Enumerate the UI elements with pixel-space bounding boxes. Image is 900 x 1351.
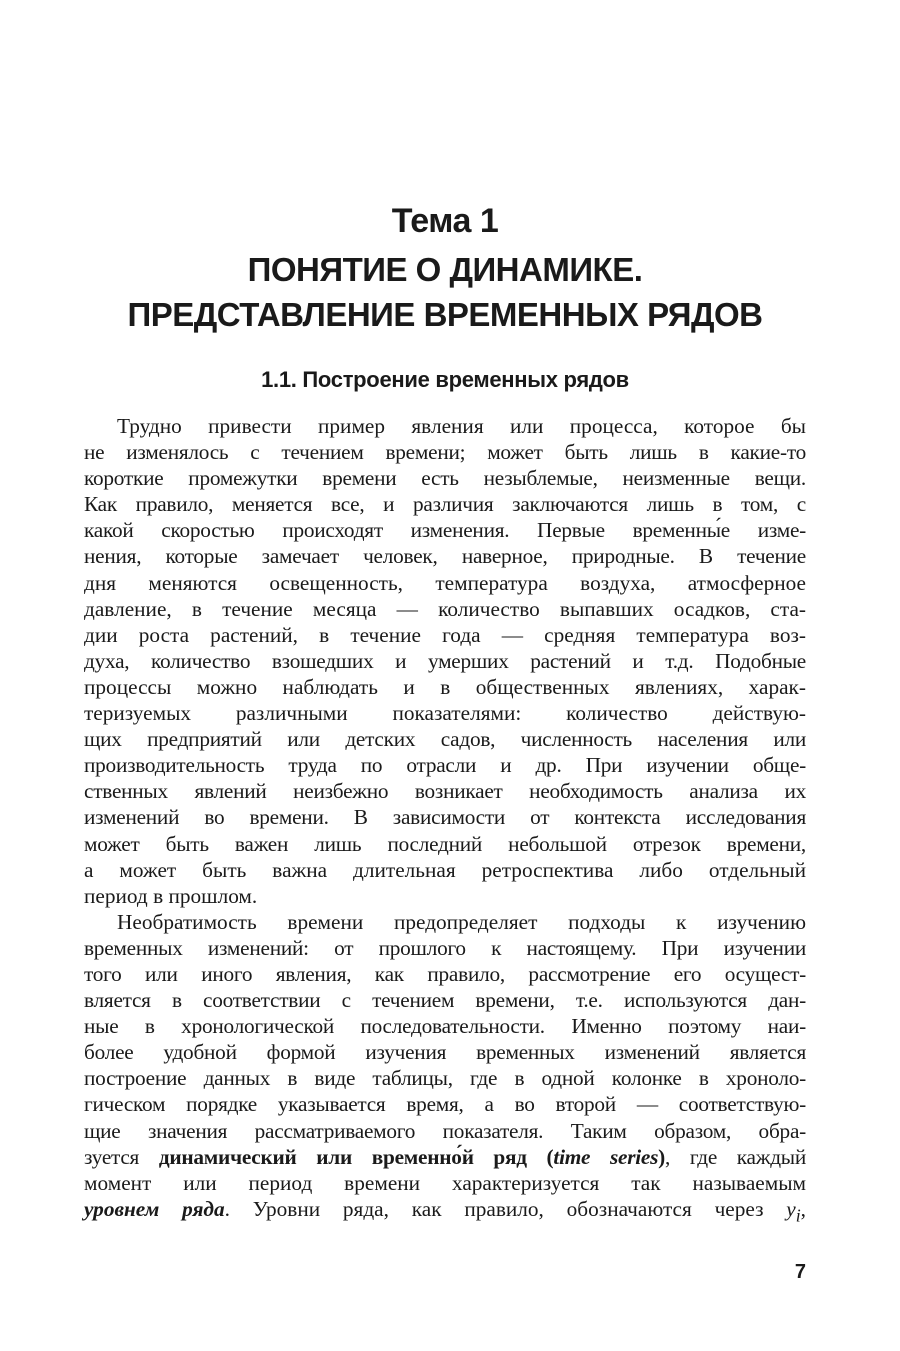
text-line-term [84,1196,806,1226]
text-fragment: . Уровни ряда, как правило, обозначаются через [224,1196,787,1221]
chapter-label: Тема 1 [391,202,499,240]
text-line: дня меняются освещенность, температура воздуха, атмосферное [84,570,806,595]
text-line: того или иного явления, как правило, рассмотрение его осущест- [84,961,806,986]
text-line: щих предприятий или детских садов, численность населения или [84,727,806,752]
text-fragment: , где каждый [665,1144,806,1169]
chapter-title [84,247,806,337]
paragraph-1 [84,413,806,909]
text-line: какой скоростью происходят изменения. Первые временны́е изме- [84,518,806,543]
text-fragment: зуется [84,1144,159,1169]
text-line: давление, в течение месяца — количество выпавших осадков, ста- [84,596,806,621]
text-line: вляется в соответствии с течением времени, т.е. используются дан- [84,988,806,1013]
text-line: временных изменений: от прошлого к настоящему. При изучении [84,935,806,960]
body-text [84,413,806,1226]
text-line: духа, количество взошедших и умерших растений и т.д. Подобные [84,648,806,673]
page-number: 7 [794,1261,806,1283]
chapter-title-line: ПОНЯТИЕ О ДИНАМИКЕ. [247,251,643,288]
variable-y [786,1196,801,1226]
text-line: теризуемых различными показателями: количество действую- [84,701,806,726]
book-page [84,0,806,1351]
text-line-term [84,1144,806,1170]
text-fragment: , [800,1196,806,1221]
text-line: а может быть важна длительная ретроспектива либо отдельный [84,857,806,882]
text-line: построение данных в виде таблицы, где в одной колонке в хроноло- [84,1066,806,1091]
text-line: изменений во времени. В зависимости от контекста исследования [84,805,806,830]
text-line: короткие промежутки времени есть незыблемые, неизменные вещи. [84,466,806,491]
chapter-title-line: ПРЕДСТАВЛЕНИЕ ВРЕМЕННЫХ РЯДОВ [127,296,763,333]
text-line: не изменялось с течением времени; может быть лишь в какие-то [84,440,806,465]
text-line: Необратимость времени предопределяет подходы к изучению [117,909,806,934]
text-line: может быть важен лишь последний небольшой отрезок времени, [84,831,806,856]
text-line: дии роста растений, в течение года — средняя температура воз- [84,622,806,647]
paren-close: ) [658,1144,666,1169]
variable-y-letter: y [786,1196,796,1221]
text-line: более удобной формой изучения временных изменений является [84,1040,806,1065]
text-line: производительность труда по отрасли и др. При изучении обще- [84,753,806,778]
text-line: ственных явлений неизбежно возникает необходимость анализа их [84,779,806,804]
paragraph-2 [84,909,806,1226]
term-series-level: уровнем ряда [84,1196,225,1221]
text-line: момент или период времени характеризуется так называемым [84,1170,806,1195]
text-line: щие значения рассматриваемого показателя. Таким образом, обра- [84,1118,806,1143]
text-line: Трудно привести пример явления или процесса, которое бы [117,414,806,438]
paren-open: ( [526,1144,554,1169]
text-line: процессы можно наблюдать и в общественных явлениях, харак- [84,674,806,699]
section-title: 1.1. Построение временных рядов [261,367,629,392]
text-line: период в прошлом. [84,883,258,908]
text-line: ные в хронологической последовательности. Именно поэтому наи- [84,1014,806,1039]
text-line: гическом порядке указывается время, а во второй — соответствую- [84,1092,806,1117]
text-line: Как правило, меняется все, и различия заключаются лишь в том, с [84,492,806,517]
variable-y-subscript: i [795,1205,801,1226]
term-time-series: time series [553,1144,659,1169]
term-dynamic-series: динамический или временно́й ряд [158,1144,527,1169]
text-line: нения, которые замечает человек, наверное, природные. В течение [84,544,806,569]
